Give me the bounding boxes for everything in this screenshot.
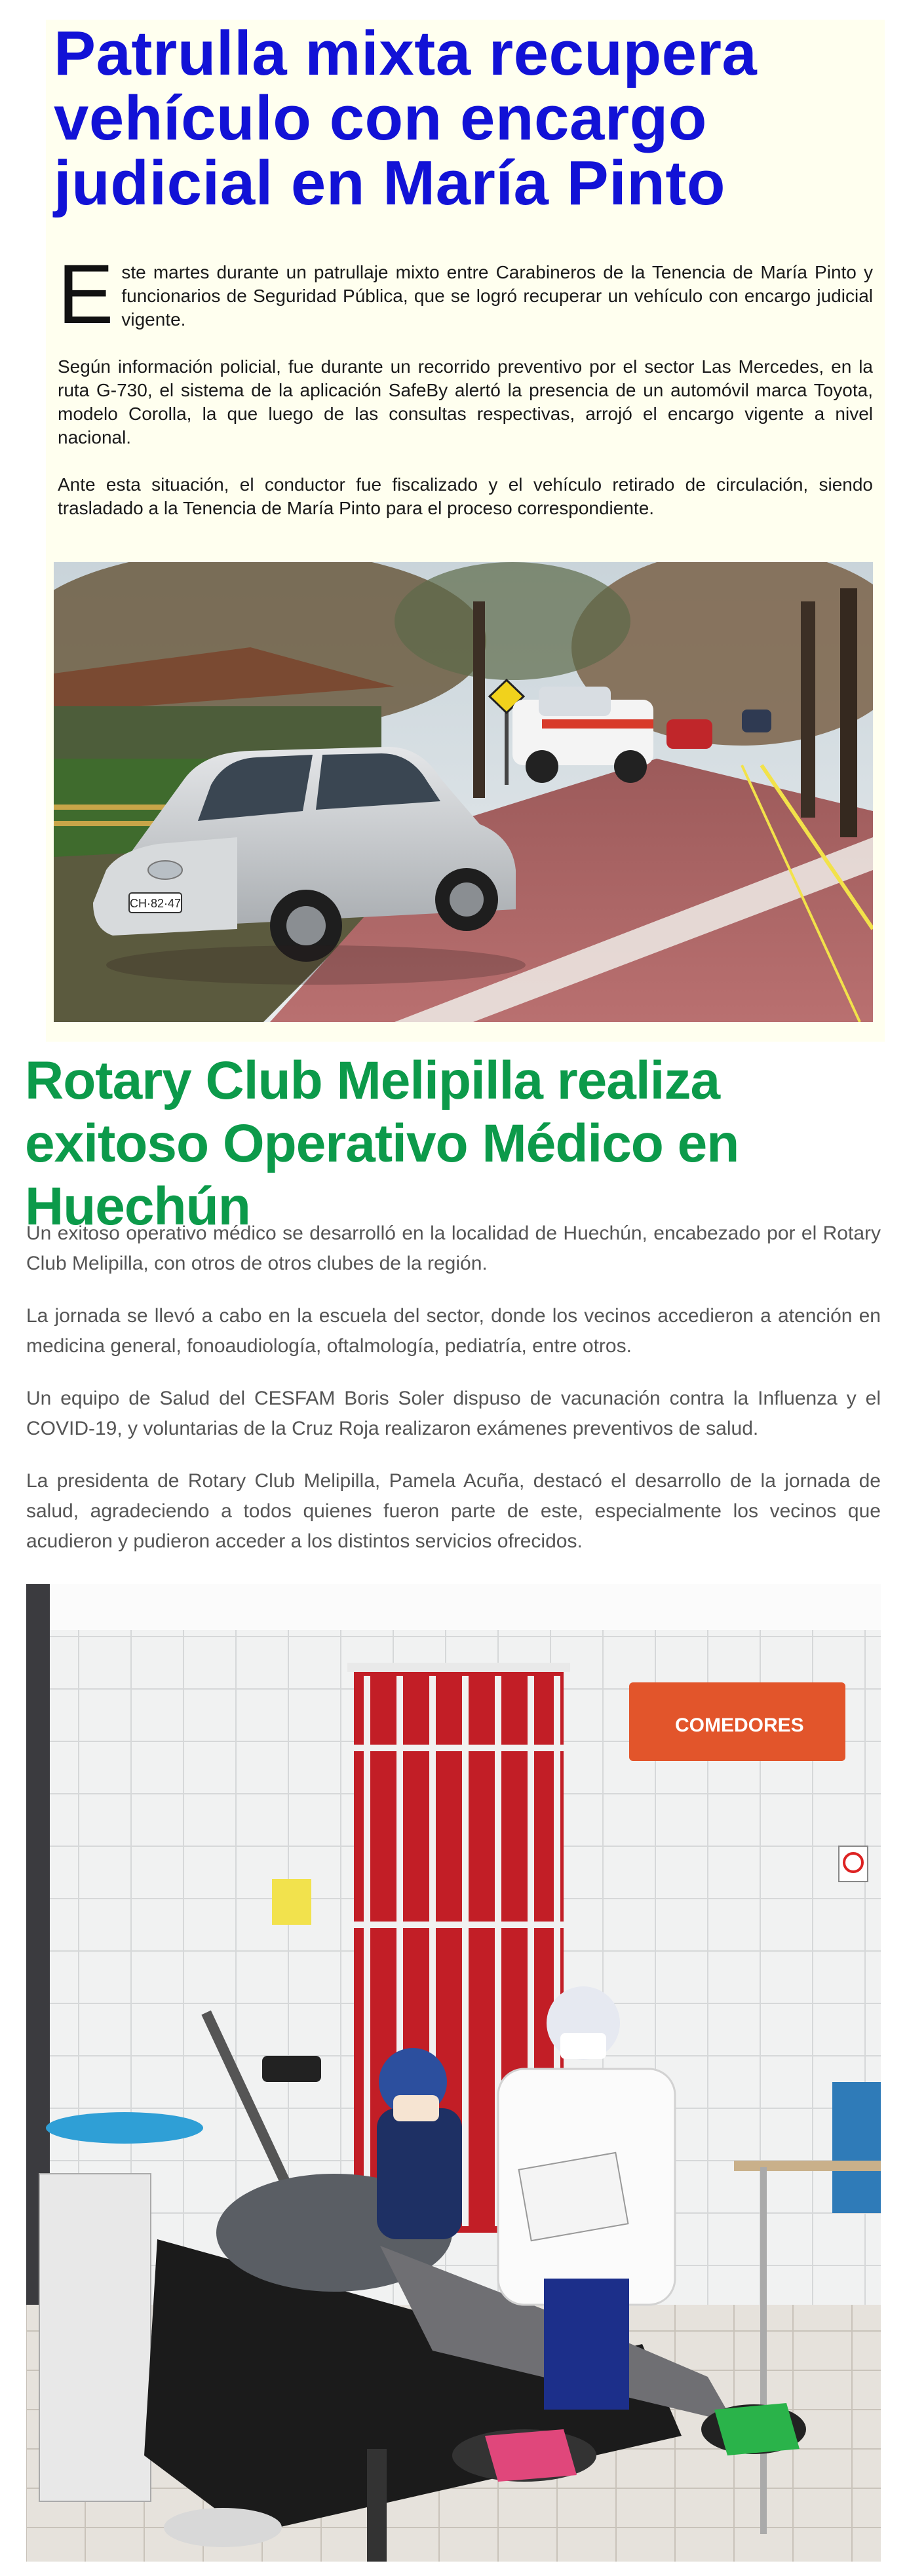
article-paragraph-4: La presidenta de Rotary Club Melipilla, Pamela Acuña, destacó el desarrollo de la jornada de salud, agradeciendo a todos quienes fueron parte de este, especialmente los vecinos que acudieron y pudieron acceder a los distintos servicios ofrecidos. xyxy=(26,1470,881,1552)
article-body-patrulla xyxy=(58,248,873,544)
photo-patrol-car xyxy=(54,562,873,1022)
article-paragraph-2: La jornada se llevó a cabo en la escuela del sector, donde los vecinos accedieron a atención en medicina general, fonoaudiología, oftalmología, pediatría, entre otros. xyxy=(26,1305,881,1357)
article-title-patrulla: Patrulla mixta recupera vehículo con encargo judicial en María Pinto xyxy=(54,18,758,218)
article-paragraph-3: Ante esta situación, el conductor fue fiscalizado y el vehículo retirado de circulación, siendo trasladado a la Tenencia de María Pinto para el proceso correspondiente. xyxy=(58,474,873,518)
drop-cap: E xyxy=(58,248,114,341)
article-title-rotary: Rotary Club Melipilla realiza exitoso Operativo Médico en Huechún xyxy=(25,1051,739,1236)
photo-medical-operation-illustration xyxy=(26,1584,881,2562)
article-body-rotary xyxy=(26,1219,881,1579)
article-paragraph-1: Un exitoso operativo médico se desarrolló en la localidad de Huechún, encabezado por el Rotary Club Melipilla, con otros de otros clubes de la región. xyxy=(26,1222,881,1274)
article-paragraph-1: Este martes durante un patrullaje mixto entre Carabineros de la Tenencia de María Pinto y funcionarios de Seguridad Pública, que se logró recuperar un vehículo con encargo judicial vigente. xyxy=(58,248,873,341)
photo-patrol-car-illustration xyxy=(54,562,873,1022)
car-plate-text: CH·82·47 xyxy=(129,897,182,910)
article-paragraph-3: Un equipo de Salud del CESFAM Boris Soler dispuso de vacunación contra la Influenza y el COVID-19, y voluntarias de la Cruz Roja realizaron exámenes preventivos de salud. xyxy=(26,1388,881,1439)
comedores-sign-text: COMEDORES xyxy=(675,1714,804,1736)
photo-medical-operation xyxy=(26,1584,881,2562)
article-paragraph-2: Según información policial, fue durante un recorrido preventivo por el sector Las Mercedes, en la ruta G-730, el sistema de la aplicación SafeBy alertó la presencia de un automóvil marca Toyota, modelo Corolla, la que luego de las consultas respectivas, arrojó el encargo vigente a nivel nacional. xyxy=(58,356,873,447)
